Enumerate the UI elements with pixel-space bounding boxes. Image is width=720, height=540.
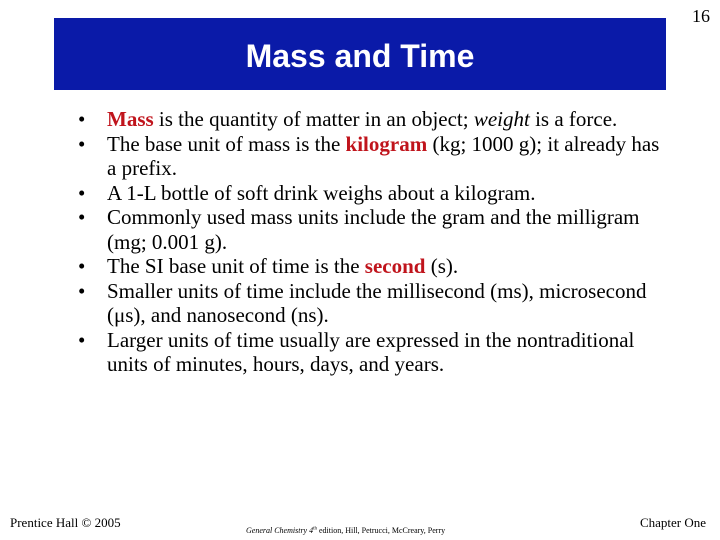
key-term: Mass — [107, 107, 154, 131]
bullet-item — [70, 328, 670, 377]
bullet-item — [70, 254, 670, 279]
bullet-dot: • — [78, 327, 86, 352]
bullet-text: weight — [473, 107, 530, 131]
bullet-text: is the quantity of matter in an object; — [153, 107, 474, 131]
bullet-text: The base unit of mass is the — [107, 131, 346, 156]
slide-title: Mass and Time — [245, 37, 475, 74]
bullet-dot: • — [78, 107, 86, 131]
bullet-text: A 1-L bottle of soft drink weighs about a kilogram. — [107, 180, 536, 205]
bullet-list — [70, 107, 670, 377]
footer-book-title: General Chemistry 4 — [246, 526, 314, 535]
bullet-dot: • — [78, 131, 86, 156]
key-term: kilogram — [345, 131, 428, 156]
footer-authors: edition, Hill, Petrucci, McCreary, Perry — [317, 526, 446, 535]
slide-number: 16 — [692, 6, 710, 26]
footer-publisher: Prentice Hall © 2005 — [10, 515, 121, 530]
footer-chapter: Chapter One — [639, 515, 706, 530]
bullet-text: Commonly used mass units include the gram and the milligram (mg; 0.001 g). — [107, 205, 640, 254]
bullet-item — [70, 132, 670, 181]
bullet-item — [70, 279, 670, 328]
key-term: second — [364, 254, 426, 278]
bullet-dot: • — [78, 254, 86, 278]
bullet-text: Smaller units of time include the millisecond (ms), microsecond (μs), and nanosecond (ns). — [107, 278, 647, 327]
bullet-text: is a force. — [529, 107, 618, 131]
bullet-item — [70, 205, 670, 254]
bullet-text: (s). — [425, 254, 459, 278]
bullet-dot: • — [78, 278, 86, 303]
footer-edition-sup: th — [313, 526, 317, 532]
bullet-text: The SI base unit of time is the — [107, 254, 365, 278]
bullet-text: (kg; 1000 g); it already has a prefix. — [107, 131, 660, 180]
bullet-item — [70, 107, 670, 132]
title-banner — [54, 18, 666, 90]
footer-citation — [246, 526, 445, 535]
bullet-dot: • — [78, 205, 86, 229]
bullet-dot: • — [78, 180, 86, 205]
bullet-item — [70, 181, 670, 206]
bullet-text: Larger units of time usually are expressed in the nontraditional units of minutes, hours, days, and years. — [107, 327, 635, 376]
